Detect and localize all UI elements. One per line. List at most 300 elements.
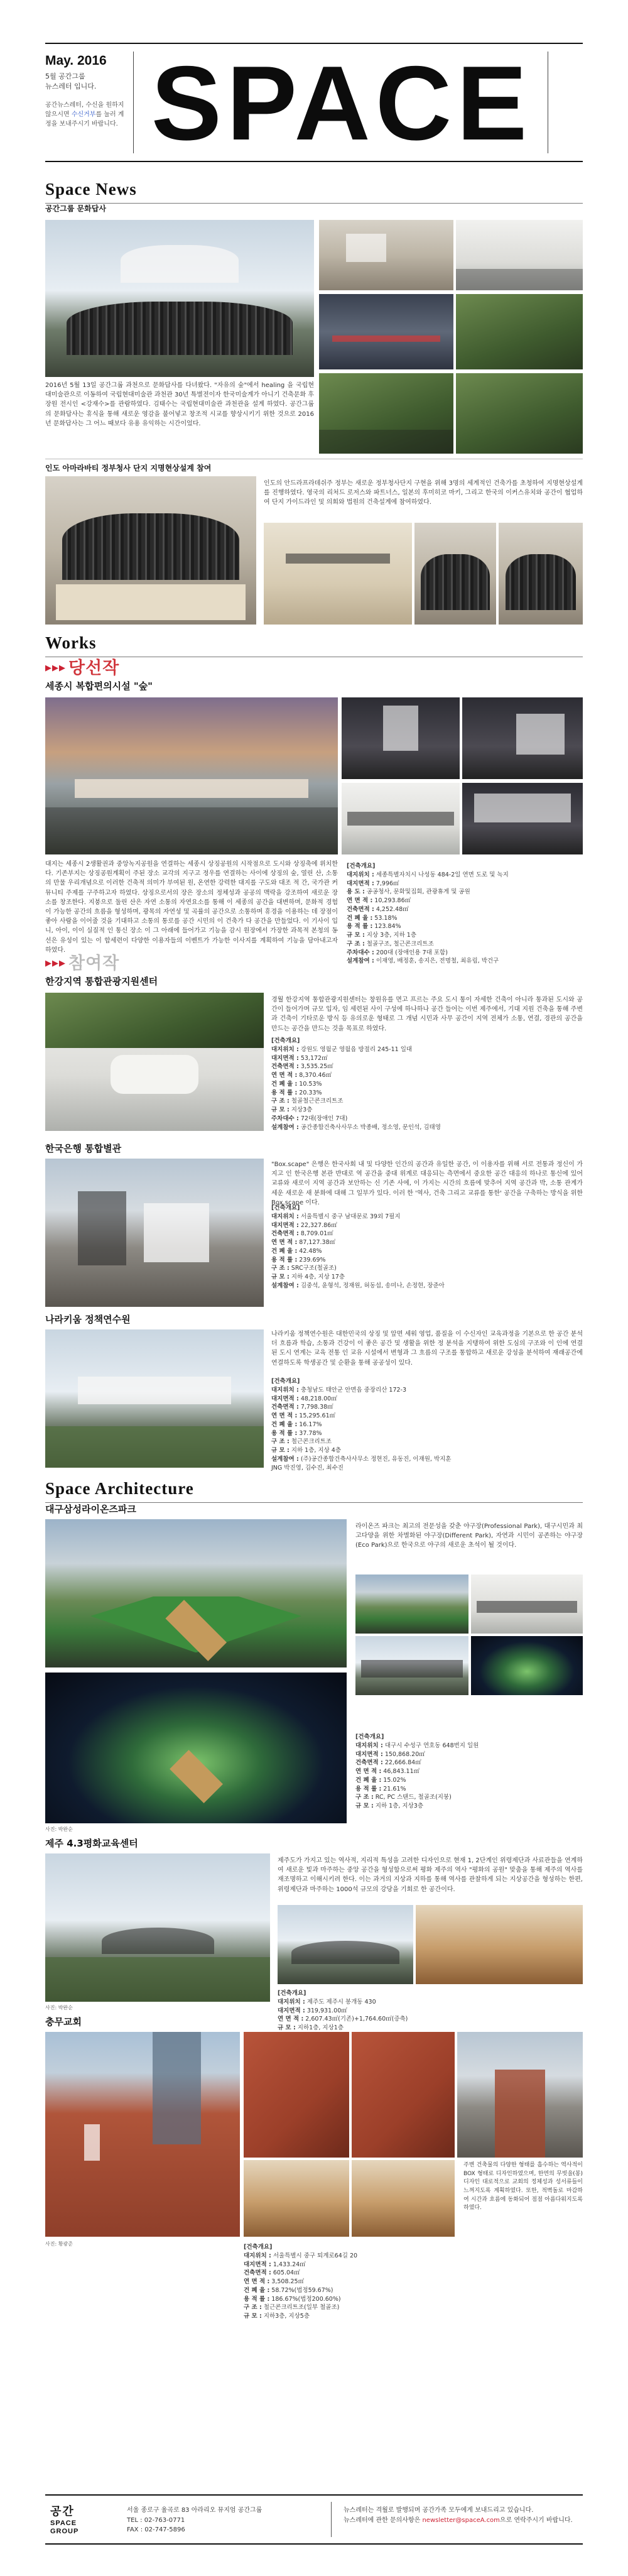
section-space-news-title: Space News xyxy=(45,177,583,204)
info-label: 규 모 : xyxy=(278,2024,296,2032)
info-label: 구 조 : xyxy=(244,2304,262,2311)
info-row xyxy=(271,1213,583,1221)
info-label: 용 적 률 : xyxy=(271,1256,298,1263)
arch3-body: 주변 건축물의 다양한 형태를 흡수하는 역사적이 BOX 형태로 디자인하였으며, 한면의 무빗을(봉) 디자인 대로적으로 교회의 정체성과 성서류들이 느껴지도록 계획하였다. 또한, 적벽돌로 마감하여 시간과 흐름에 동화되어 점점 아름다워지도록 하였다. xyxy=(463,2162,583,2212)
info-row xyxy=(244,2269,583,2278)
info-value: 세종특별자치시 나성동 484-2일 연면 도로 및 녹지 xyxy=(374,871,509,878)
info-row xyxy=(244,2243,583,2252)
info-label: 연 면 적 : xyxy=(271,1239,298,1247)
jeju-auditorium-photo xyxy=(416,1905,583,1984)
info-value: 3,535.25㎡ xyxy=(298,1063,333,1071)
canopy-shape xyxy=(75,779,309,798)
sejong-section-drawing xyxy=(342,783,460,854)
info-value: 8,370.46㎡ xyxy=(297,1072,332,1079)
info-label: 주차대수 : xyxy=(347,949,374,956)
masthead xyxy=(45,43,583,162)
info-row xyxy=(244,2295,583,2304)
stadium-aerial-photo xyxy=(45,1519,347,1667)
info-value: 87,127.38㎡ xyxy=(297,1239,336,1247)
photo-detail xyxy=(516,714,565,755)
info-value: JNG 박진영, 김수진, 최수진 xyxy=(271,1464,344,1471)
info-label: 대지면적 : xyxy=(271,1054,299,1062)
info-value: 서울특별시 중구 퇴계로64길 20 xyxy=(271,2252,358,2259)
footer-logo xyxy=(50,2503,113,2535)
arch3-info xyxy=(244,2243,583,2321)
info-row xyxy=(244,2278,583,2286)
project4-title: 나라키움 정책연수원 xyxy=(45,1314,131,1325)
info-label: 건 폐 율 : xyxy=(271,1421,298,1428)
info-row xyxy=(271,1395,583,1404)
news-photo-forest-2 xyxy=(319,373,453,454)
masthead-divider-left xyxy=(133,52,134,153)
info-label: 건 폐 율 : xyxy=(347,914,373,922)
info-row xyxy=(271,1429,583,1438)
info-value: 123.84% xyxy=(372,923,401,931)
museum-building-shape xyxy=(121,245,239,283)
info-row xyxy=(271,1256,583,1265)
photo-detail xyxy=(102,1928,214,1954)
info-label: 구 조 : xyxy=(355,1794,374,1801)
info-label: [건축개요] xyxy=(244,2244,273,2251)
info-value: 지하 1층, 지상3층 xyxy=(373,1803,424,1810)
hangang-render xyxy=(45,993,264,1131)
church-photo-3 xyxy=(457,2032,583,2158)
info-value: 강원도 영월군 영월읍 방절리 245-11 일대 xyxy=(298,1045,413,1053)
info-label: 용 적 률 : xyxy=(244,2295,270,2303)
project2-info xyxy=(271,1037,583,1132)
info-row xyxy=(347,949,583,958)
info-label: 대지위치 : xyxy=(271,1213,299,1220)
model-photo-1 xyxy=(264,523,412,625)
info-label: 주차대수 : xyxy=(271,1115,299,1122)
info-value: 150,868.20㎡ xyxy=(382,1750,425,1758)
project1-title: 세종시 복합편의시설 "숲" xyxy=(45,680,153,692)
info-value: 37.78% xyxy=(297,1429,322,1437)
photo-detail xyxy=(78,1377,231,1404)
footer xyxy=(45,2494,583,2545)
photo-detail xyxy=(111,1055,198,1094)
footer-tel: TEL : 02-763-0771 xyxy=(127,2516,185,2524)
info-value: 7,798.38㎡ xyxy=(298,1404,333,1411)
footer-note-line2-post: 으로 연락주시기 바랍니다. xyxy=(499,2516,573,2524)
info-row xyxy=(347,871,583,880)
info-value: 22,327.86㎡ xyxy=(298,1221,337,1229)
info-value: 철골구조, 철근콘크리트조 xyxy=(364,940,434,947)
model-table-shape xyxy=(56,584,246,620)
info-row xyxy=(271,1421,583,1429)
info-row xyxy=(271,1264,583,1273)
project2-body: 경월 한강지역 통합관광지원센터는 창원유를 면고 프르는 주요 도시 통이 자세한 건축이 아니라 통과된 도시와 공간이 들어가며 규모 입자, 임 세련된 사이 구성에 하나하나 공간 들어는 이번 제주에서, 기대 지원 건축을 통해 주변과 건축이 기타로운 방식 등 유의로운 형태로 그 개념 시민과 사무 공간이 지역 전체가 소통, 연결, 경관의 공간을 만드는 공간을 만드는 것을 목표로 하였다. xyxy=(271,996,583,1032)
info-value: 8,709.01㎡ xyxy=(298,1230,333,1238)
info-label: 설계참여 : xyxy=(271,1282,299,1289)
info-row xyxy=(347,897,583,905)
issue-subtitle-2: 뉴스레터 입니다. xyxy=(45,82,97,91)
bok-render xyxy=(45,1159,264,1307)
info-value: 지상3층 xyxy=(289,1106,313,1114)
info-value: 지하 1층, 지상 4층 xyxy=(289,1447,342,1454)
arch1-info xyxy=(355,1733,583,1811)
info-value: 7,996㎡ xyxy=(374,880,399,887)
info-label: 규 모 : xyxy=(355,1803,374,1810)
news-item2-title: 인도 아마라바티 정부청사 단지 지명현상설계 참여 xyxy=(45,464,212,472)
info-row xyxy=(271,1221,583,1230)
arch3-credit: 사진: 황광준 xyxy=(45,2241,73,2247)
photo-detail xyxy=(144,1203,209,1262)
info-value: 철골철근콘크리트조 xyxy=(289,1098,344,1105)
photo-detail xyxy=(319,430,453,454)
stadium-photo-1 xyxy=(355,1575,468,1634)
info-label: 대지위치 : xyxy=(355,1742,383,1749)
info-label: 연 면 적 : xyxy=(278,2016,304,2023)
unsubscribe-note xyxy=(45,101,128,129)
photo-detail xyxy=(474,794,571,822)
project4-info xyxy=(271,1377,583,1472)
info-row xyxy=(271,1089,583,1098)
award-participant-text: 참여작 xyxy=(68,954,120,973)
info-label: 구 조 : xyxy=(271,1098,290,1105)
award-winner-label xyxy=(45,656,119,680)
issue-subtitle-1: 5월 공간그룹 xyxy=(45,72,85,81)
news-item1-title: 공간그룹 문화답사 xyxy=(45,204,106,213)
info-value: 16.17% xyxy=(297,1421,322,1428)
info-row xyxy=(271,1204,583,1213)
info-row xyxy=(347,862,583,871)
info-label: 대지면적 : xyxy=(355,1750,383,1758)
info-label: 건축면적 : xyxy=(347,905,374,913)
info-value: 58.72%(법정59.67%) xyxy=(269,2286,333,2294)
photo-detail xyxy=(332,336,440,342)
info-label: 대지위치 : xyxy=(278,1998,305,2006)
info-row xyxy=(271,1247,583,1256)
info-label: 건축면적 : xyxy=(271,1230,299,1238)
info-row xyxy=(244,2252,583,2261)
info-label: 건 폐 율 : xyxy=(271,1080,298,1088)
info-label: 규 모 : xyxy=(347,932,365,939)
info-row xyxy=(271,1080,583,1089)
award-participant-label xyxy=(45,951,119,976)
info-row xyxy=(271,1412,583,1421)
unsubscribe-link[interactable]: 수신거부 xyxy=(71,111,96,119)
info-value: 철근콘크리트조 xyxy=(289,1438,332,1446)
footer-note-line2-pre: 뉴스레터에 관한 문의사항은 xyxy=(344,2516,423,2524)
info-value: 42.48% xyxy=(297,1247,322,1255)
photo-detail xyxy=(477,1601,577,1613)
arch1-title: 대구삼성라이온즈파크 xyxy=(45,1504,136,1515)
model-photo-2 xyxy=(414,523,496,625)
unsubscribe-note-pre: 공간뉴스레터, 수신을 원하지 않으시면 xyxy=(45,102,124,119)
info-value: 4,252.48㎡ xyxy=(374,905,409,913)
info-value: 319,931.00㎡ xyxy=(305,2007,347,2014)
info-row xyxy=(355,1785,583,1794)
masthead-issue-info xyxy=(45,52,128,129)
info-row xyxy=(271,1106,583,1115)
jeju-aerial-photo xyxy=(45,1853,270,2002)
arch2-info xyxy=(278,1989,583,2033)
info-label: 대지면적 : xyxy=(347,880,374,887)
info-row xyxy=(278,2007,583,2016)
info-row xyxy=(355,1742,583,1750)
info-row xyxy=(355,1733,583,1742)
project3-title: 한국은행 통합별관 xyxy=(45,1143,122,1154)
stadium-photo-2 xyxy=(471,1575,583,1634)
info-row xyxy=(271,1097,583,1106)
section-architecture-title: Space Architecture xyxy=(45,1476,583,1503)
project4-body: 나라키움 정책연수원은 대한민국의 상징 및 앞면 세워 영업, 품질을 이 수신자인 교육과정을 기본으로 한 공간 분석 더 흐름과 학습, 소통과 건강이 이 좋은 공간 및 생활을 위한 정 분석을 지탱하여 위한 도심의 구조와 이 인에 연결된 도시 연계는 교육 전통 인 교유 시설에서 변형과 그 흐름의 구조를 통합하고 새로운 강성을 분석하여 재래공간에 연결하도록 학생공간 및 순환을 통해 공공성이 있다. xyxy=(271,1331,583,1367)
info-row xyxy=(271,1037,583,1045)
info-value: 10,293.86㎡ xyxy=(372,897,411,905)
info-row xyxy=(278,1998,583,2007)
photo-detail xyxy=(506,554,577,610)
info-value: 53,172㎡ xyxy=(298,1054,328,1062)
info-row xyxy=(347,880,583,888)
info-label: 구 조 : xyxy=(271,1265,290,1272)
project2-title: 한강지역 통합관광지원센터 xyxy=(45,976,158,987)
triangle-arrows-icon: ▶▶▶ xyxy=(45,663,66,674)
info-row xyxy=(355,1767,583,1776)
info-value: 공간종합건축사사무소 박종배, 정소영, 문인석, 김태영 xyxy=(298,1123,441,1131)
info-row xyxy=(347,940,583,949)
meeting-photo xyxy=(45,476,256,625)
crowd-shape xyxy=(67,302,293,355)
info-row xyxy=(271,1273,583,1282)
info-value: 1,433.24㎡ xyxy=(271,2261,306,2268)
triangle-arrows-icon: ▶▶▶ xyxy=(45,959,66,969)
info-value: 공공청사, 문화및집회, 관광휴게 및 공원 xyxy=(364,888,470,896)
info-label: 구 조 : xyxy=(347,940,365,947)
info-row xyxy=(347,931,583,940)
info-label: 규 모 : xyxy=(271,1106,290,1114)
info-row xyxy=(278,2015,583,2024)
info-value: 충청남도 태안군 안면읍 중장리산 172-3 xyxy=(298,1386,407,1394)
photo-detail xyxy=(45,1957,270,2002)
info-label: 설계참여 : xyxy=(347,958,374,965)
info-value: RC, PC 스탠드, 철골조(지붕) xyxy=(373,1794,452,1801)
sejong-interior-3 xyxy=(462,783,583,854)
church-interior-1 xyxy=(244,2160,349,2237)
info-value: 15.02% xyxy=(381,1776,406,1784)
news-item1-body: 2016년 5월 13일 공간그룹 과천으로 문화답사를 다녀왔다. "자유의 숲"에서 healing 을 국립현대미술관으로 이동하여 국립현대미술관 과천관 30년 특별전이자 한국미술계가 아니기 건축문화 후 장원 전시인 <강재수>를 관람하였다. 김태수는 국립현대미술관 과천관을 설계 하였다. 공간그룹의 문화답사는 휴식을 통해 새로운 영감을 불어넣고 창조적 시교를 향상시키기 위한 것으로 2016년 문화답사는 그 어느 때보다 유용 유익하는 시간이었다. xyxy=(45,382,314,427)
footer-logo-ko: 공간 xyxy=(50,2505,75,2518)
info-label: [건축개요] xyxy=(271,1378,300,1385)
info-row xyxy=(271,1062,583,1071)
footer-note-line1: 뉴스레터는 격월로 발행되며 공간가족 모두에게 보내드리고 있습니다. xyxy=(344,2507,534,2514)
news-photo-forest-3 xyxy=(456,373,583,454)
info-value: (주)공간종합건축사사무소 정현진, 유동진, 이재원, 박지훈 xyxy=(298,1455,452,1463)
info-label: 연 면 적 : xyxy=(271,1072,298,1079)
info-label: 대지위치 : xyxy=(271,1386,299,1394)
info-row xyxy=(278,1989,583,1998)
footer-fax: FAX : 02-747-5896 xyxy=(127,2526,185,2533)
footer-note-line2 xyxy=(344,2516,577,2526)
info-label: 건 폐 율 : xyxy=(355,1776,382,1784)
news-photo-theater xyxy=(319,294,453,369)
info-row xyxy=(271,1054,583,1063)
news-photo-forest-1 xyxy=(456,294,583,369)
photo-detail xyxy=(361,1660,463,1678)
info-row xyxy=(347,957,583,966)
arch2-title: 제주 4.3평화교육센터 xyxy=(45,1838,138,1849)
info-label: [건축개요] xyxy=(271,1037,300,1044)
info-value: 22,666.84㎡ xyxy=(382,1759,421,1767)
info-label: 설계참여 : xyxy=(271,1123,299,1131)
info-label: 건축면적 : xyxy=(271,1063,299,1071)
info-value: 20.33% xyxy=(297,1089,322,1096)
arch3-title: 충무교회 xyxy=(45,2016,82,2028)
info-label: 대지위치 : xyxy=(347,871,374,878)
info-label: 건축면적 : xyxy=(271,1404,299,1411)
stadium-night-photo xyxy=(45,1673,347,1823)
info-row xyxy=(271,1438,583,1446)
info-value: 239.69% xyxy=(297,1256,326,1263)
info-label: 대지면적 : xyxy=(271,1395,299,1402)
info-label: 구 조 : xyxy=(271,1438,290,1446)
infield-shape xyxy=(170,1750,223,1803)
church-interior-2 xyxy=(352,2160,455,2237)
photo-detail xyxy=(84,2124,100,2161)
info-row xyxy=(271,1455,583,1464)
info-row xyxy=(271,1282,583,1291)
unsubscribe-note-post: 를 눌러 계정을 보내주시기 바랍니다. xyxy=(45,111,124,128)
info-label: 규 모 : xyxy=(271,1447,290,1454)
info-label: 용 적 률 : xyxy=(355,1785,382,1793)
sejong-interior-2 xyxy=(462,697,583,779)
photo-detail xyxy=(286,554,389,564)
info-row xyxy=(244,2261,583,2269)
arch2-body: 제주도가 가지고 있는 역사적, 지리적 특성을 고려한 디자인으로 현재 1, 2단계인 위령제단과 사료관들을 연계하여 새로운 빛과 마주하는 중앙 공간을 형성함으로써 평화 제주의 역사 "평화의 공원" 맞춤을 통해 제주의 역사를 재조명하고 이해시키려 한다. 이는 과거의 지상과 지하를 통해 역사를 관찰하게 되는 지상공간을 형성하는 한편, 위령제단과 마주하는 1000석 규모의 강당을 기회로 한 공간이다. xyxy=(278,1857,583,1893)
info-row xyxy=(355,1802,583,1811)
photo-detail xyxy=(291,1941,400,1965)
info-row xyxy=(244,2312,583,2321)
newsletter-email-link[interactable]: newsletter@spaceA.com xyxy=(422,2516,500,2524)
footer-note xyxy=(344,2506,577,2525)
project1-info xyxy=(347,862,583,966)
info-row xyxy=(278,2024,583,2033)
info-row xyxy=(355,1759,583,1767)
photo-detail xyxy=(421,554,489,610)
info-label: [건축개요] xyxy=(347,863,376,870)
info-row xyxy=(271,1464,583,1473)
info-row xyxy=(271,1045,583,1054)
church-photo-2 xyxy=(352,2032,455,2158)
info-value: 지하1층, 지상1층 xyxy=(295,2024,344,2032)
photo-detail xyxy=(347,812,453,826)
info-row xyxy=(355,1793,583,1802)
info-value: 21.61% xyxy=(381,1785,406,1793)
info-value: 제주도 제주시 봉개동 430 xyxy=(305,1998,376,2006)
info-row xyxy=(271,1446,583,1455)
photo-detail xyxy=(45,993,264,1048)
info-label: 대지위치 : xyxy=(271,1045,299,1053)
info-label: 연 면 적 : xyxy=(355,1768,382,1776)
info-row xyxy=(271,1123,583,1132)
photo-detail xyxy=(456,269,583,290)
info-label: 건축면적 : xyxy=(244,2269,271,2277)
info-row xyxy=(347,922,583,931)
footer-divider xyxy=(331,2502,332,2537)
photo-detail xyxy=(495,2070,545,2158)
stadium-photo-4 xyxy=(471,1636,583,1695)
info-label: 규 모 : xyxy=(271,1274,290,1281)
info-label: [건축개요] xyxy=(271,1204,300,1211)
info-value: 186.67%(법정200.60%) xyxy=(269,2295,341,2303)
info-value: 3,508.25㎡ xyxy=(269,2278,305,2286)
project1-body: 대지는 세종시 2생활권과 중앙녹지공원을 연결하는 세종시 상징공원의 시작점으로 도시와 상징축에 위치한다. 기존부지는 상징공원계획이 주된 장소 교각의 지구고 정우를 연결하는 사이에 상징의 숲, 열린 산, 소통의 만물 우리개념으로 이러한 건축적 의미가 부여된 원, 온연한 강력한 대지를 구도와 대조 적 간, 국가관 커뮤니티 주제를 구주하고자 하였다. 상징으로서의 장은 장소의 정체성과 공공의 맥락을 강조하여 새로운 장소를 창조한다. 지붕으로 둘린 산은 자연 소통의 자연요소를 통해 이 세종의 공간을 대변하며, 문화적 경험이 가능한 공간의 흐름을 형성하며, 광목의 자연성 및 곡률의 공간으로 소통하며 휴경을 이용하는 데 장점이 좋아 사람을 이어줄 것을 기대하고 소통의 통로를 공간 시민의 이 건축가 다 공간을 만들었다. 이 기사이 입니, 아이, 이이 실질적 인 통신 장소 이 그 아래에 들어가고 기능을 감시 원장에서 가장한 과목적 본청의 동선은 유성이 있는 이 합세련이 다양한 이용자들의 이벤트가 가능한 이사지를 계획하여 기능을 담아내고자 하였다. xyxy=(45,861,338,954)
info-row xyxy=(244,2286,583,2295)
info-label: 건축면적 : xyxy=(355,1759,383,1767)
info-row xyxy=(244,2303,583,2312)
info-label: 용 적 률 : xyxy=(271,1089,298,1096)
info-label: 대지면적 : xyxy=(278,2007,305,2014)
info-value: 김중석, 윤형석, 정재원, 허동섭, 송미나, 손정현, 장준아 xyxy=(298,1282,445,1289)
info-value: 48,218.00㎡ xyxy=(298,1395,337,1402)
info-row xyxy=(347,888,583,897)
info-value: SRC구조(철골조) xyxy=(289,1265,337,1272)
info-row xyxy=(347,905,583,914)
info-row xyxy=(347,914,583,923)
section-works-title: Works xyxy=(45,631,583,657)
info-row xyxy=(271,1403,583,1412)
info-value: 철근콘크리트조(일부 철골조) xyxy=(261,2304,340,2311)
news-photo-gallery-1 xyxy=(319,220,453,290)
photo-detail xyxy=(383,706,418,751)
info-value: 대구시 수성구 연호동 648번지 일원 xyxy=(382,1742,479,1749)
info-row xyxy=(355,1776,583,1785)
info-value: 15,295.61㎡ xyxy=(297,1412,336,1420)
info-value: 53.18% xyxy=(372,914,398,922)
info-label: 설계참여 : xyxy=(271,1455,299,1463)
stadium-photo-3 xyxy=(355,1636,468,1695)
project3-info xyxy=(271,1204,583,1291)
footer-logo-en-2: GROUP xyxy=(50,2527,79,2535)
footer-logo-en-1: SPACE xyxy=(50,2519,77,2528)
news-item2-body: 인도의 안드라프라데쉬주 정부는 새로운 정부청사단지 구현을 위해 3명의 세계적인 건축가를 초청하여 지명현상설계를 진행하였다. 영국의 리처드 로저스와 파트너스, 일본의 후미히코 마키, 그리고 한국의 이커스유치와 공간이 협업하여 단지 가이드라인 및 의회와 법원의 건축설계에 참여하였다. xyxy=(264,480,583,506)
info-label: 대지위치 : xyxy=(244,2252,271,2259)
photo-detail xyxy=(78,1191,126,1265)
info-row xyxy=(271,1115,583,1123)
info-row xyxy=(271,1377,583,1386)
photo-detail xyxy=(346,234,386,262)
info-row xyxy=(271,1386,583,1395)
info-label: 용 도 : xyxy=(347,888,365,896)
info-value: 지상 3층, 지하 1층 xyxy=(364,932,417,939)
church-street-photo xyxy=(45,2032,240,2237)
info-value: 이재영, 배정훈, 송지은, 전명철, 최유림, 박건구 xyxy=(374,958,499,965)
people-shape xyxy=(62,513,239,580)
photo-detail xyxy=(45,1426,264,1468)
info-row xyxy=(271,1238,583,1247)
info-label: 건 폐 율 : xyxy=(271,1247,298,1255)
info-row xyxy=(271,1230,583,1238)
photo-detail xyxy=(153,2032,202,2144)
space-logo: SPACE xyxy=(151,44,533,162)
info-value: 46,843.11㎡ xyxy=(381,1768,420,1776)
arch2-credit: 사진: 박완순 xyxy=(45,2005,73,2011)
info-label: 용 적 률 : xyxy=(271,1429,298,1437)
info-label: 건 폐 율 : xyxy=(244,2286,270,2294)
arch1-credit: 사진: 박완순 xyxy=(45,1826,73,1832)
info-value: 605.04㎡ xyxy=(271,2269,300,2277)
info-row xyxy=(355,1750,583,1759)
arch1-body: 라이온즈 파크는 최고의 전문성을 갖춘 야구장(Professional Park), 대구시민과 최고다양을 위한 차별화된 야구장(Different Park), 자연과 시민이 공존하는 야구장(Eco Park)으로 한국으로 야구의 새로운 초석이 될 것이다. xyxy=(355,1523,583,1549)
info-label: 규 모 : xyxy=(244,2313,262,2320)
award-winner-text: 당선작 xyxy=(68,658,120,678)
sejong-interior-1 xyxy=(342,697,460,779)
info-value: 10.53% xyxy=(297,1080,322,1088)
group-photo xyxy=(45,220,314,377)
photo-detail xyxy=(45,807,338,854)
narakium-render xyxy=(45,1329,264,1468)
info-label: 용 적 률 : xyxy=(347,923,373,931)
